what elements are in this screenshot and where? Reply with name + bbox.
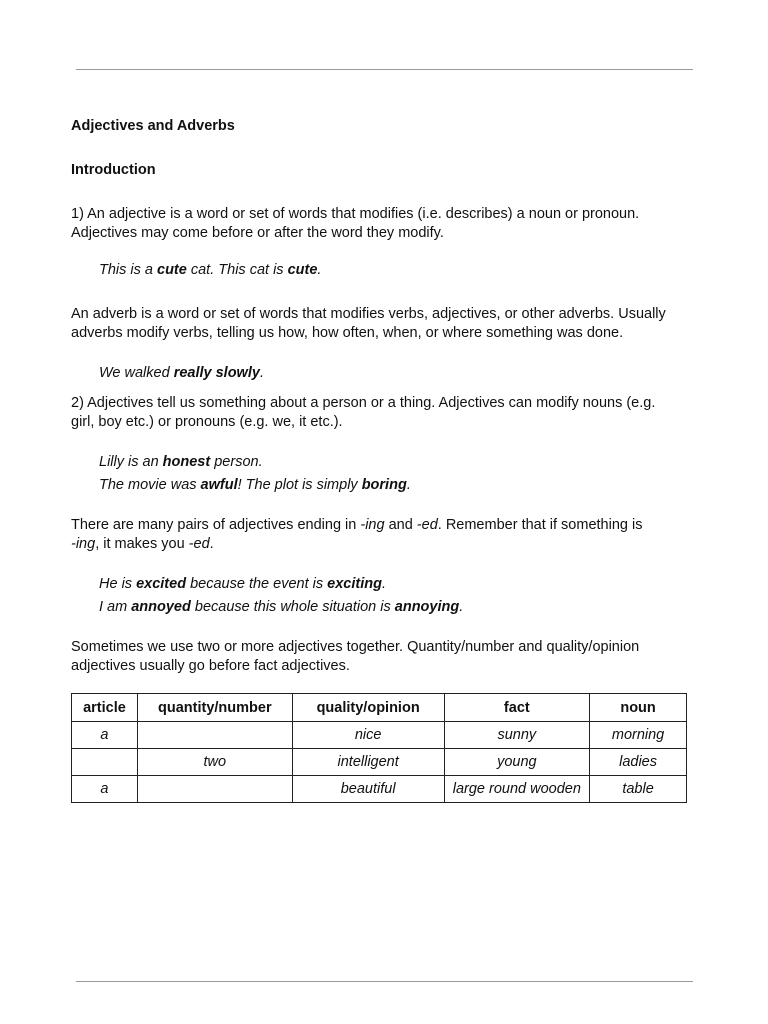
- header-rule: [76, 69, 693, 70]
- adjective-order-table: [71, 693, 687, 803]
- table-cell: a: [72, 722, 138, 749]
- example-movie: The movie was awful! The plot is simply boring.: [99, 477, 411, 493]
- page-title: Adjectives and Adverbs: [71, 118, 235, 134]
- table-cell: table: [590, 776, 687, 803]
- table-cell: intelligent: [292, 749, 444, 776]
- paragraph-adjective-order: Sometimes we use two or more adjectives together. Quantity/number and quality/opinion adjectives usually go before fact adjectives.: [71, 639, 640, 674]
- paragraph-adverb-definition: An adverb is a word or set of words that modifies verbs, adjectives, or other adverbs. Usually adverbs modify verbs, telling us how, how often, when, or where something was done.: [71, 306, 666, 341]
- paragraph-ing-ed: There are many pairs of adjectives ending in -ing and -ed. Remember that if something is -ing, it makes you -ed.: [71, 517, 643, 552]
- table-cell: [72, 749, 138, 776]
- section-heading: Introduction: [71, 162, 156, 178]
- example-excited: He is excited because the event is exciting.: [99, 576, 386, 592]
- example-annoyed: I am annoyed because this whole situation is annoying.: [99, 599, 464, 615]
- paragraph-adjective-definition: 1) An adjective is a word or set of words that modifies (i.e. describes) a noun or pronoun. Adjectives may come before or after the word they modify.: [71, 206, 640, 241]
- table-cell: large round wooden: [444, 776, 590, 803]
- footer-rule: [76, 981, 693, 982]
- table-row: [72, 749, 687, 776]
- table-cell: sunny: [444, 722, 590, 749]
- table-cell: young: [444, 749, 590, 776]
- table-cell: morning: [590, 722, 687, 749]
- column-header-noun: noun: [590, 694, 687, 722]
- table-row: [72, 722, 687, 749]
- table-row: [72, 776, 687, 803]
- column-header-quantity: quantity/number: [137, 694, 292, 722]
- table-cell: nice: [292, 722, 444, 749]
- column-header-article: article: [72, 694, 138, 722]
- example-cute: This is a cute cat. This cat is cute.: [99, 262, 322, 278]
- column-header-fact: fact: [444, 694, 590, 722]
- table-cell: a: [72, 776, 138, 803]
- table-header-row: [72, 694, 687, 722]
- table-cell: ladies: [590, 749, 687, 776]
- table-cell: two: [137, 749, 292, 776]
- example-honest: Lilly is an honest person.: [99, 454, 263, 470]
- table-cell: [137, 776, 292, 803]
- column-header-quality: quality/opinion: [292, 694, 444, 722]
- example-walked: We walked really slowly.: [99, 365, 264, 381]
- paragraph-adjective-usage: 2) Adjectives tell us something about a person or a thing. Adjectives can modify nouns (e.g. girl, boy etc.) or pronouns (e.g. we, it etc.).: [71, 395, 656, 430]
- table-cell: beautiful: [292, 776, 444, 803]
- table-cell: [137, 722, 292, 749]
